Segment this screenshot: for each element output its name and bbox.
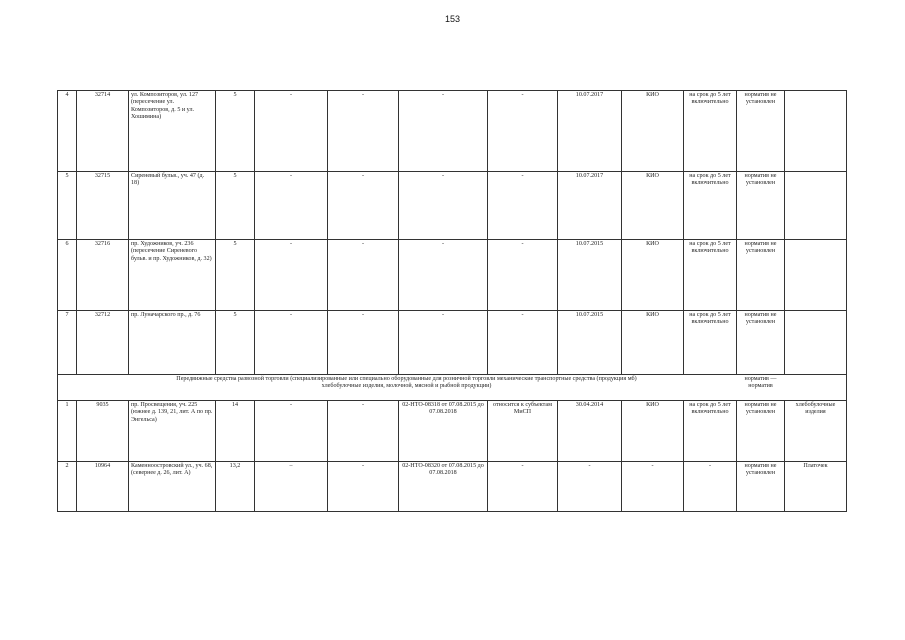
contract-cell: 02-НТО-08320 от 07.08.2015 до 07.08.2018 <box>399 462 488 512</box>
term-cell: на срок до 5 лет включительно <box>684 401 737 462</box>
authority-cell: - <box>622 462 684 512</box>
address-cell: пр. Просвещения, уч. 225 (южнее д. 139, 21, лит. А по пр. Энгельса) <box>129 401 216 462</box>
row-number: 4 <box>58 91 77 172</box>
cell-8: - <box>488 172 558 240</box>
area-cell: 13,2 <box>216 462 255 512</box>
date-cell: 10.07.2015 <box>558 311 622 375</box>
cell-6: - <box>328 401 399 462</box>
norm-cell: норматив не установлен <box>737 91 785 172</box>
section-header-row <box>58 375 847 401</box>
row-number: 7 <box>58 311 77 375</box>
cell-7: - <box>399 91 488 172</box>
specialization-cell <box>785 91 847 172</box>
row-number: 2 <box>58 462 77 512</box>
table-row <box>58 240 847 311</box>
date-cell: 10.07.2017 <box>558 91 622 172</box>
authority-cell: КИО <box>622 91 684 172</box>
term-cell: на срок до 5 лет включительно <box>684 240 737 311</box>
norm-cell: норматив не установлен <box>737 240 785 311</box>
cell-8: - <box>488 240 558 311</box>
address-cell: пр. Художников, уч. 236 (пересечение Сиреневого бульв. и пр. Художников, д. 32) <box>129 240 216 311</box>
cell-7: - <box>399 311 488 375</box>
address-cell: Каменноостровский ул., уч. 68, (севернее д. 26, лит. А) <box>129 462 216 512</box>
specialization-cell <box>785 311 847 375</box>
authority-cell: КИО <box>622 311 684 375</box>
norm-cell: норматив не установлен <box>737 311 785 375</box>
row-number: 6 <box>58 240 77 311</box>
place-id: 9035 <box>77 401 129 462</box>
address-cell: ул. Композиторов, ул. 127 (пересечение ул. Композиторов, д. 5 и ул. Хошимина) <box>129 91 216 172</box>
cell-6: - <box>328 91 399 172</box>
specialization-cell: хлебобулочные изделия <box>785 401 847 462</box>
msp-cell: - <box>488 462 558 512</box>
cell-5: - <box>255 172 328 240</box>
specialization-cell <box>785 172 847 240</box>
specialization-cell: Платочек <box>785 462 847 512</box>
area-cell: 5 <box>216 172 255 240</box>
date-cell: 10.07.2015 <box>558 240 622 311</box>
section-title-line-1: Передвижные средства развозной торговли (специализированные или специально оборудованные для розничной торговли механические транспортные средства (продукция мб) <box>176 376 637 382</box>
authority-cell: КИО <box>622 172 684 240</box>
place-id: 32714 <box>77 91 129 172</box>
cell-6: - <box>328 462 399 512</box>
contract-cell: 02-НТО-08318 от 07.08.2015 до 07.08.2018 <box>399 401 488 462</box>
date-cell: 10.07.2017 <box>558 172 622 240</box>
cell-5: – <box>255 462 328 512</box>
cell-7: - <box>399 172 488 240</box>
term-cell: на срок до 5 лет включительно <box>684 172 737 240</box>
area-cell: 5 <box>216 240 255 311</box>
norm-cell: норматив не установлен <box>737 401 785 462</box>
row-number: 5 <box>58 172 77 240</box>
cell-6: - <box>328 172 399 240</box>
term-cell: на срок до 5 лет включительно <box>684 91 737 172</box>
cell-5: - <box>255 401 328 462</box>
norm-cell: норматив не установлен <box>737 462 785 512</box>
area-cell: 5 <box>216 91 255 172</box>
section-title <box>77 375 737 401</box>
cell-8: - <box>488 311 558 375</box>
place-id: 10964 <box>77 462 129 512</box>
authority-cell: КИО <box>622 240 684 311</box>
section-norm: норматив — норматив <box>737 375 785 401</box>
cell-5: - <box>255 240 328 311</box>
cell-5: - <box>255 311 328 375</box>
cell-6: - <box>328 240 399 311</box>
specialization-cell <box>785 240 847 311</box>
cell-6: - <box>328 311 399 375</box>
section-title-line-2: хлебобулочные изделия, молочной, мясной и рыбной продукции) <box>321 383 492 390</box>
nto-table <box>57 90 847 512</box>
table-row <box>58 401 847 462</box>
table-row <box>58 462 847 512</box>
place-id: 32712 <box>77 311 129 375</box>
address-cell: пр. Луначарского пр., д. 76 <box>129 311 216 375</box>
page-number: 153 <box>444 14 461 24</box>
area-cell: 5 <box>216 311 255 375</box>
cell-7: - <box>399 240 488 311</box>
date-cell: 30.04.2014 <box>558 401 622 462</box>
norm-cell: норматив не установлен <box>737 172 785 240</box>
table-row <box>58 172 847 240</box>
area-cell: 14 <box>216 401 255 462</box>
address-cell: Сиреневый бульв., уч. 47 (д. 18) <box>129 172 216 240</box>
cell-8: - <box>488 91 558 172</box>
table-row <box>58 91 847 172</box>
term-cell: на срок до 5 лет включительно <box>684 311 737 375</box>
place-id: 32715 <box>77 172 129 240</box>
authority-cell: КИО <box>622 401 684 462</box>
date-cell: - <box>558 462 622 512</box>
term-cell: - <box>684 462 737 512</box>
row-number: 1 <box>58 401 77 462</box>
cell-5: - <box>255 91 328 172</box>
place-id: 32716 <box>77 240 129 311</box>
msp-cell: относится к субъектам МиСП <box>488 401 558 462</box>
table-row <box>58 311 847 375</box>
